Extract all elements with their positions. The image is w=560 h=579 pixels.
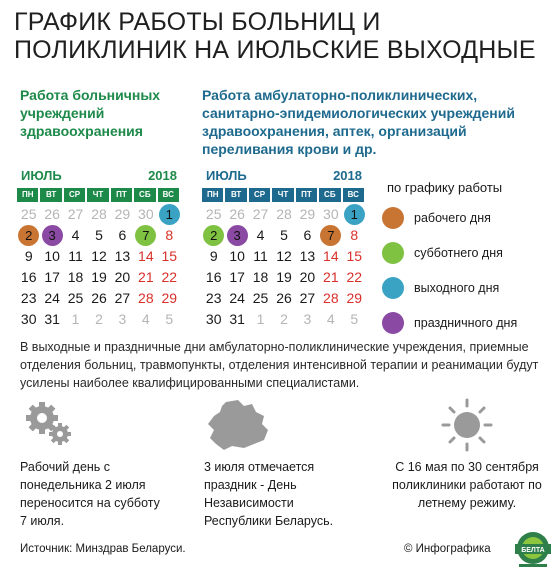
calendar-week: [17, 288, 181, 309]
weekday-label: СБ: [319, 188, 340, 202]
calendar-day: 29: [114, 206, 131, 222]
info-block-summer-schedule: [392, 398, 542, 512]
note-text: В выходные и праздничные дни амбулаторно-поликлинические учреждения, приемные отделения больниц, травмопункты, отделения интенсивной терапии и реанимации будут усилены наиболее квалифицированными специалистами.: [20, 340, 539, 390]
calendar-day: 30: [205, 311, 222, 327]
weekday-label: ПН: [202, 188, 223, 202]
calendar-day: 2: [202, 225, 225, 246]
calendar-day: 7: [134, 225, 157, 246]
info-text: 3 июля отмечается праздник - День Независимости Республики Беларусь.: [204, 460, 334, 528]
calendar-hospitals: [17, 168, 181, 330]
calendar-day: 28: [91, 206, 107, 222]
legend-dot: [382, 242, 404, 264]
legend-label: выходного дня: [414, 281, 500, 295]
calendar-day: 26: [44, 206, 60, 222]
calendar-day: 15: [161, 248, 178, 264]
calendar-day: 29: [161, 290, 178, 306]
calendar-day: 5: [95, 227, 103, 243]
calendar-day: 3: [303, 311, 312, 327]
calendar-day: 22: [161, 269, 178, 285]
calendar-day: 5: [165, 311, 174, 327]
calendar-week: [17, 246, 181, 267]
calendar-day: 13: [114, 248, 131, 264]
belarus-map-icon: [204, 398, 354, 452]
calendar-day: 4: [71, 227, 80, 243]
calendar-day: 26: [229, 206, 245, 222]
calendar-day: 23: [205, 290, 222, 306]
weekday-label: ВС: [158, 188, 179, 202]
weekday-header: [202, 188, 366, 202]
calendar-day: 1: [256, 311, 265, 327]
calendar-day: 13: [299, 248, 316, 264]
calendar-day: 9: [24, 248, 33, 264]
calendar-day: 28: [276, 206, 292, 222]
info-block-independence-day: [204, 398, 354, 530]
calendar-day: 27: [252, 206, 269, 222]
info-block-workday-transfer: [20, 398, 170, 530]
calendar-day: 15: [346, 248, 363, 264]
calendar-day: 17: [229, 269, 245, 285]
info-text: С 16 мая по 30 сентября поликлиники работают по летнему режиму.: [392, 460, 542, 510]
calendar-day: 4: [256, 227, 265, 243]
calendar-day: 3: [225, 225, 248, 246]
calendar-day: 25: [205, 206, 222, 222]
page-title: ГРАФИК РАБОТЫ БОЛЬНИЦ И ПОЛИКЛИНИК НА ИЮЛЬСКИЕ ВЫХОДНЫЕ: [14, 8, 536, 64]
calendar-day: 10: [44, 248, 60, 264]
weekday-label: ПТ: [111, 188, 132, 202]
calendar-day: 16: [20, 269, 37, 285]
calendar-day: 25: [67, 290, 84, 306]
weekday-label: ЧТ: [87, 188, 108, 202]
calendar-day: 14: [138, 248, 154, 264]
calendar-day: 19: [91, 269, 107, 285]
calendar-month: ИЮЛЬ: [21, 168, 62, 183]
calendar-day: 18: [67, 269, 84, 285]
weekday-label: СР: [64, 188, 85, 202]
calendar-day: 29: [299, 206, 316, 222]
gears-icon: [20, 398, 170, 452]
calendar-day: 25: [252, 290, 269, 306]
credit-text: © Инфографика: [404, 543, 491, 555]
calendar-day: 16: [205, 269, 222, 285]
hospitals-heading: Работа больничных учреждений здравоохранения: [20, 87, 161, 139]
legend-dot: [382, 312, 404, 334]
calendar-day: 1: [343, 204, 366, 225]
calendar-day: 24: [44, 290, 60, 306]
calendar-day: 31: [44, 311, 60, 327]
calendar-day: 18: [252, 269, 269, 285]
legend-dot: [382, 277, 404, 299]
weekday-label: ВС: [343, 188, 364, 202]
clinics-heading: Работа амбулаторно-поликлинических, санитарно-эпидемиологических учреждений здравоохранения, аптек, организаций переливания крови и др.: [202, 87, 515, 157]
legend-label: рабочего дня: [414, 211, 491, 225]
calendar-day: 29: [346, 290, 363, 306]
calendar-year: 2018: [148, 168, 177, 183]
calendar-day: 23: [20, 290, 37, 306]
weekday-label: СБ: [134, 188, 155, 202]
calendar-day: 4: [141, 311, 150, 327]
legend-dot: [382, 207, 404, 229]
calendar-day: 26: [91, 290, 107, 306]
calendar-day: 20: [114, 269, 131, 285]
calendar-day: 28: [138, 290, 154, 306]
legend-item-workday: [382, 205, 557, 231]
calendar-day: 1: [71, 311, 80, 327]
calendar-day: 2: [17, 225, 40, 246]
calendar-day: 22: [346, 269, 363, 285]
calendar-week: [17, 267, 181, 288]
legend-item-saturday: [382, 240, 557, 266]
calendar-week: [17, 225, 181, 246]
legend-label: праздничного дня: [414, 316, 518, 330]
calendar-day: 27: [114, 290, 131, 306]
calendar-day: 12: [91, 248, 107, 264]
calendar-week: [202, 225, 366, 246]
calendar-day: 9: [209, 248, 218, 264]
calendar-week: [202, 309, 366, 330]
svg-text:БЕЛТА: БЕЛТА: [521, 547, 545, 554]
calendar-day: 3: [118, 311, 127, 327]
calendar-day: 6: [118, 227, 127, 243]
weekday-label: ВТ: [40, 188, 61, 202]
calendar-day: 5: [280, 227, 288, 243]
calendar-day: 20: [299, 269, 316, 285]
calendar-week: [202, 204, 366, 225]
weekday-label: ВТ: [225, 188, 246, 202]
belta-logo: [515, 530, 551, 570]
calendar-day: 31: [229, 311, 245, 327]
calendar-day: 17: [44, 269, 60, 285]
sun-icon: [392, 398, 542, 452]
calendar-day: 25: [20, 206, 37, 222]
calendar-week: [202, 267, 366, 288]
calendar-day: 24: [229, 290, 245, 306]
calendar-day: 27: [299, 290, 316, 306]
legend-item-dayoff: [382, 275, 557, 301]
calendar-clinics: [202, 168, 366, 330]
calendar-day: 2: [280, 311, 288, 327]
source-text: Источник: Минздрав Беларуси.: [20, 543, 186, 555]
calendar-weeks: [17, 204, 181, 330]
calendar-day: 4: [326, 311, 335, 327]
calendar-day: 28: [323, 290, 339, 306]
calendar-day: 27: [67, 206, 84, 222]
calendar-day: 1: [158, 204, 181, 225]
weekday-header: [17, 188, 181, 202]
weekday-label: СР: [249, 188, 270, 202]
calendar-day: 30: [323, 206, 339, 222]
weekday-label: ПН: [17, 188, 38, 202]
calendar-day: 5: [350, 311, 359, 327]
info-text: Рабочий день с понедельника 2 июля переносится на субботу 7 июля.: [20, 460, 160, 528]
calendar-day: 21: [323, 269, 339, 285]
calendar-day: 10: [229, 248, 245, 264]
calendar-day: 26: [276, 290, 292, 306]
calendar-week: [17, 309, 181, 330]
weekday-label: ЧТ: [272, 188, 293, 202]
calendar-week: [17, 204, 181, 225]
calendar-day: 8: [350, 227, 359, 243]
legend: [382, 180, 557, 345]
calendar-day: 14: [323, 248, 339, 264]
calendar-weeks: [202, 204, 366, 330]
calendar-day: 30: [20, 311, 37, 327]
calendar-day: 11: [253, 248, 268, 264]
calendar-day: 6: [303, 227, 312, 243]
calendar-day: 21: [138, 269, 154, 285]
legend-item-holiday: [382, 310, 557, 336]
calendar-day: 7: [319, 225, 342, 246]
weekday-label: ПТ: [296, 188, 317, 202]
calendar-week: [202, 246, 366, 267]
calendar-day: 12: [276, 248, 292, 264]
calendar-week: [202, 288, 366, 309]
calendar-day: 2: [95, 311, 103, 327]
calendar-day: 8: [165, 227, 174, 243]
legend-title: по графику работы: [387, 180, 503, 195]
calendar-year: 2018: [333, 168, 362, 183]
calendar-month: ИЮЛЬ: [206, 168, 247, 183]
calendar-day: 11: [68, 248, 83, 264]
calendar-day: 19: [276, 269, 292, 285]
calendar-day: 3: [40, 225, 63, 246]
calendar-day: 30: [138, 206, 154, 222]
legend-label: субботнего дня: [414, 246, 503, 260]
